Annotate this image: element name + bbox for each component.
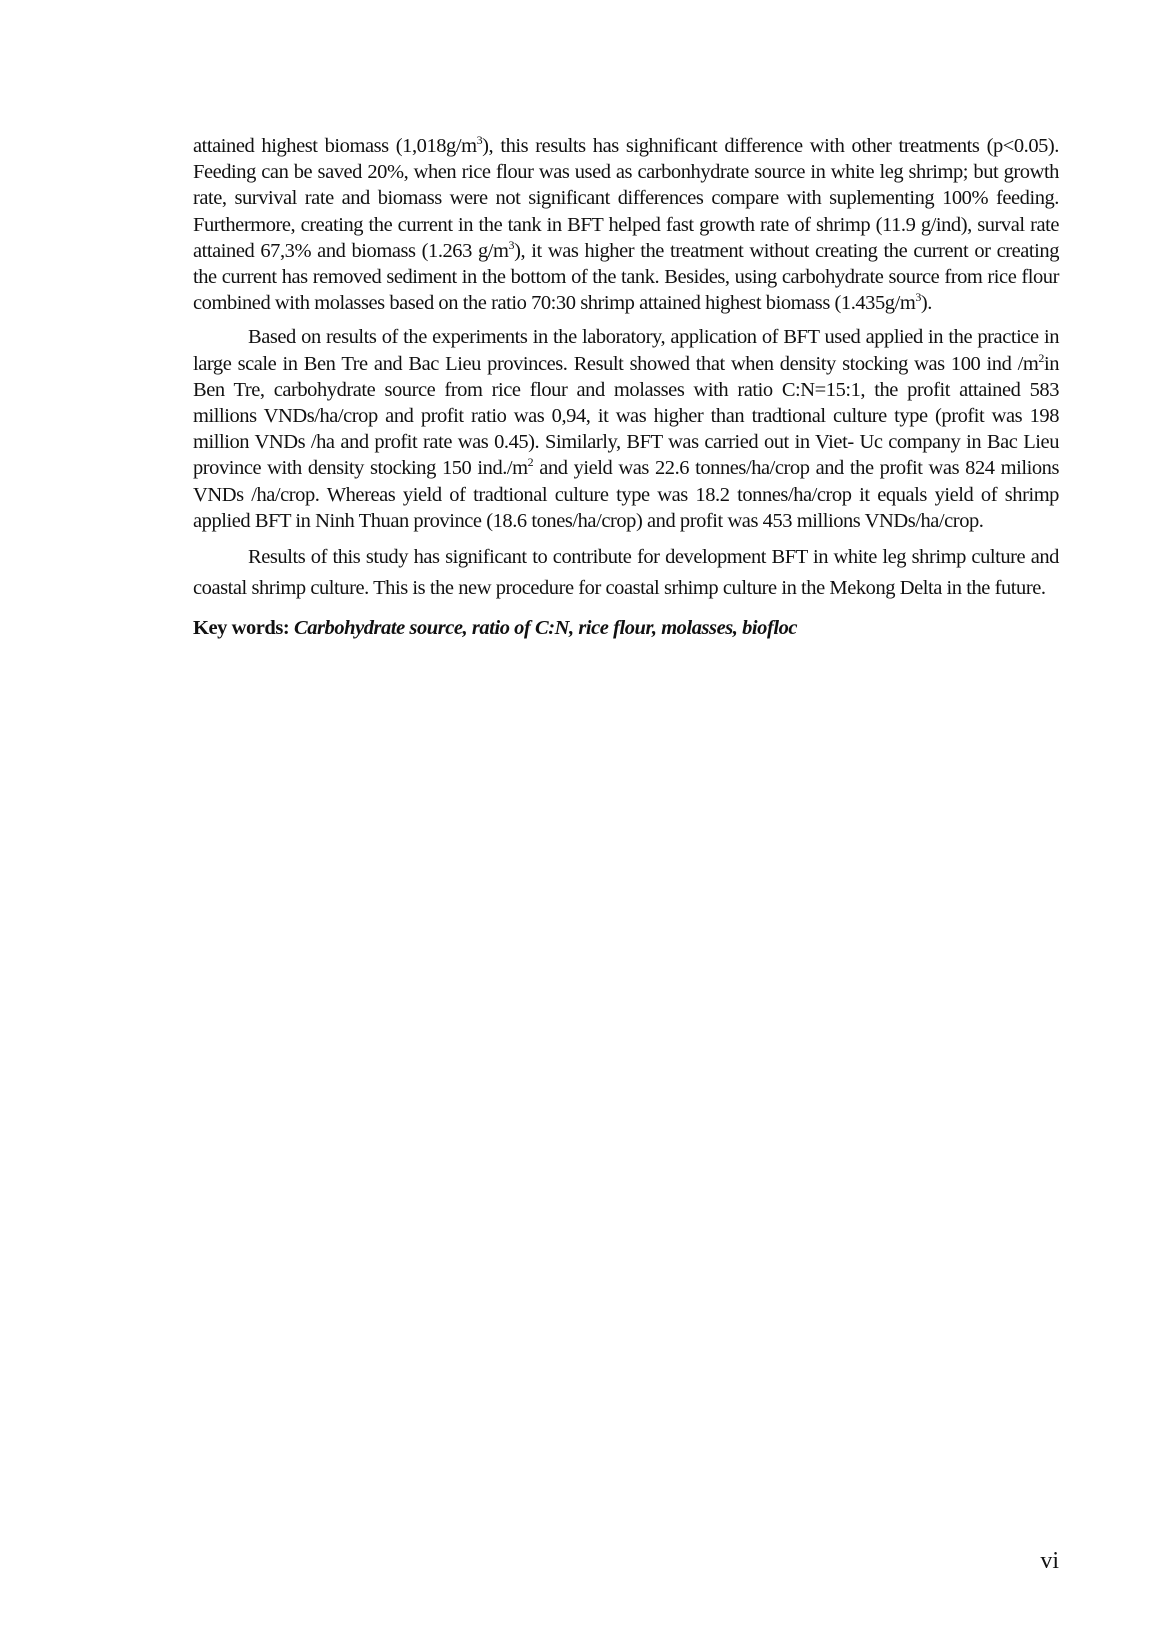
superscript: 3	[915, 290, 921, 305]
text-run: ).	[920, 292, 932, 315]
text-run: attained highest biomass (1,018g/m	[193, 135, 477, 157]
page-number: vi	[1040, 1548, 1059, 1574]
paragraph-field-application	[193, 324, 1059, 534]
superscript: 3	[476, 133, 483, 147]
keywords-line	[193, 614, 1059, 642]
text-run: and yield was 22.6 tonnes/ha/crop and the profit was 824 milions VNDs /ha/crop. Whereas yield of tradtional culture type was 18.2 tonnes/ha/crop it equals yield of shrimp applied BFT in Ninh Thuan province (18.6 tones/ha/crop) and profit was 453 millions VNDs/ha/crop.	[193, 457, 1059, 532]
text-run: Based on results of the experiments in the laboratory, application of BFT used applied in the practice in large scale in Ben Tre and Bac Lieu provinces. Result showed that when density stocking was 100 ind /m	[193, 326, 1059, 375]
abstract-body	[193, 133, 1059, 642]
superscript: 3	[508, 237, 515, 252]
keywords-value: Carbohydrate source, ratio of C:N, rice flour, molasses, biofloc	[293, 617, 798, 640]
paragraph-lab-results	[193, 133, 1059, 316]
superscript: 2	[527, 455, 534, 470]
keywords-label: Key words:	[193, 617, 290, 640]
text-run: in Ben Tre, carbohydrate source from rice flour and molasses with ratio C:N=15:1, the profit attained 583 millions VNDs/ha/crop and profit ratio was 0,94, it was higher than tradtional culture type (profit was 198 million VNDs /ha and profit rate was 0.45). Similarly, BFT was carried out in Viet- Uc company in Bac Lieu province with density stocking 150 ind./m	[193, 352, 1059, 480]
text-run: ), this results has sighnificant difference with other treatments (p<0.05). Feeding can be saved 20%, when rice flour was used as carbonhydrate source in white leg shrimp; but growth rate, survival rate and biomass were not significant differences compare with suplementing 100% feeding. Furthermore, creating the current in the tank in BFT helped fast growth rate of shrimp (11.9 g/ind), surval rate attained 67,3% and biomass (1.263 g/m	[193, 135, 1059, 262]
superscript: 2	[1038, 350, 1044, 365]
text-run: ), it was higher the treatment without creating the current or creating the current has removed sediment in the bottom of the tank. Besides, using carbohydrate source from rice flour combined with molasses based on the ratio 70:30 shrimp attained highest biomass (1.435g/m	[193, 239, 1060, 315]
paragraph-conclusion: Results of this study has significant to contribute for development BFT in white leg shrimp culture and coastal shrimp culture. This is the new procedure for coastal srhimp culture in the Mekong Delta in the future.	[193, 546, 1059, 600]
